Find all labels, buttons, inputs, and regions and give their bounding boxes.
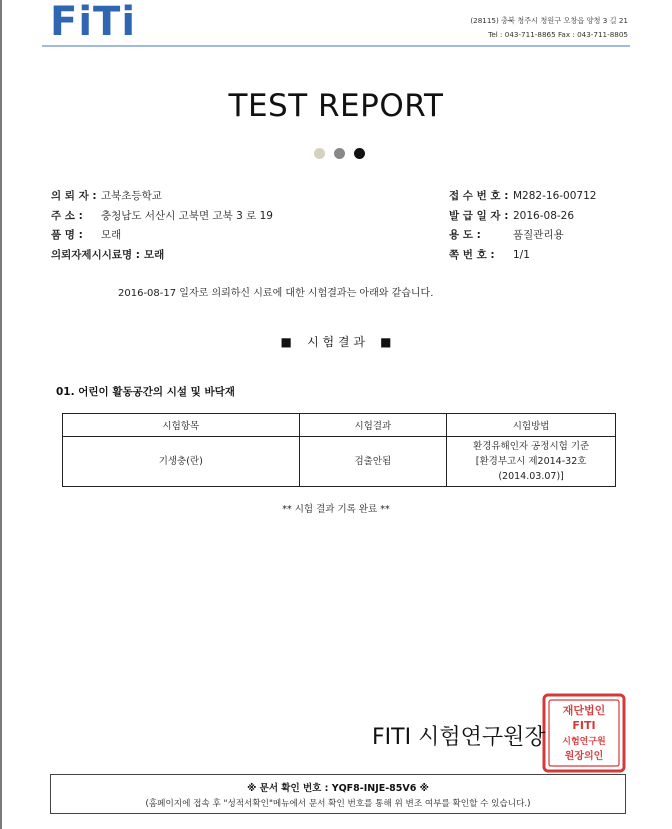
cell-test-result: 검출안됨	[299, 437, 447, 487]
info-row-usage	[449, 226, 596, 246]
verification-code: ※ 문서 확인 번호 : YQF8-INJE-85V6 ※	[247, 783, 429, 794]
square-marker-icon: ■	[280, 335, 292, 349]
header-address-block	[470, 14, 628, 42]
info-value: 모래	[101, 229, 122, 241]
seal-line: 원장의인	[564, 751, 604, 762]
info-row-product	[51, 226, 273, 246]
signature-title: FITI 시험연구원장	[372, 725, 546, 750]
info-value: 모래	[144, 248, 165, 261]
info-value: 2016-08-26	[513, 209, 575, 222]
info-row-receipt-no	[449, 187, 596, 207]
section-heading	[0, 333, 672, 350]
seal-line: 재단법인	[562, 704, 606, 717]
method-line: 환경유해인자 공정시험 기준	[473, 441, 590, 452]
fiti-logo: FiTi	[50, 0, 137, 45]
info-label: 쪽 번 호 :	[449, 248, 495, 261]
square-marker-icon: ■	[380, 335, 392, 349]
info-row-sample-name	[51, 246, 273, 266]
method-line: (2014.03.07)]	[498, 471, 564, 482]
info-value: 충청남도 서산시 고북면 고북 3 로 19	[101, 209, 273, 222]
column-header: 시험항목	[63, 414, 300, 437]
cell-test-item: 기생충(란)	[63, 437, 300, 487]
info-label: 품 명 :	[51, 229, 83, 241]
seal-line: FITI	[572, 719, 596, 732]
info-value: 1/1	[513, 248, 530, 261]
info-row-issue-date	[449, 207, 596, 227]
seal-line: 시험연구원	[562, 737, 606, 747]
decorative-dots	[314, 148, 365, 159]
dot-gray	[334, 148, 345, 159]
page-left-border	[0, 0, 2, 829]
report-title: TEST REPORT	[228, 88, 444, 124]
verification-box	[50, 774, 626, 814]
section-heading-text: 시 험 결 과	[307, 335, 365, 349]
cell-test-method	[447, 437, 616, 487]
info-value: M282-16-00712	[513, 190, 597, 202]
column-header: 시험결과	[299, 414, 447, 437]
table-row	[63, 437, 616, 487]
results-table	[62, 413, 616, 487]
info-value: 품질관리용	[513, 229, 564, 241]
info-value: 고북초등학교	[101, 190, 162, 202]
info-row-page-no	[449, 246, 596, 266]
completion-note: ** 시험 결과 기록 완료 **	[282, 504, 390, 515]
official-seal-stamp	[541, 692, 627, 774]
column-header: 시험방법	[447, 414, 616, 437]
dot-beige	[314, 148, 325, 159]
info-label: 접 수 번 호 :	[449, 190, 509, 202]
info-row-address	[51, 207, 273, 227]
info-label: 의뢰자제시시료명 :	[51, 248, 140, 261]
verification-note: (홈페이지에 접속 후 "성적서확인"메뉴에서 문서 확인 번호를 통해 위 변조 여부를 확인할 수 있습니다.)	[145, 799, 531, 809]
intro-text: 2016-08-17 일자로 의뢰하신 시료에 대한 시험결과는 아래와 같습니다.	[118, 288, 434, 299]
contact-text: Tel : 043-711-8865 Fax : 043-711-8805	[488, 30, 628, 39]
table-header-row	[63, 414, 616, 437]
info-label: 용 도 :	[449, 229, 481, 241]
dot-black	[354, 148, 365, 159]
info-label: 발 급 일 자 :	[449, 209, 509, 222]
info-label: 주 소 :	[51, 209, 83, 222]
receipt-info	[449, 187, 596, 265]
test-item-title: 01. 어린이 활동공간의 시설 및 바닥재	[56, 386, 235, 398]
method-line: [환경부고시 제2014-32호	[475, 456, 587, 467]
header-divider	[42, 45, 630, 47]
info-label: 의 뢰 자 :	[51, 190, 97, 202]
address-text: (28115) 충북 청주시 청원구 오창읍 양청 3 길 21	[470, 16, 628, 25]
info-row-client	[51, 187, 273, 207]
client-info	[51, 187, 273, 265]
